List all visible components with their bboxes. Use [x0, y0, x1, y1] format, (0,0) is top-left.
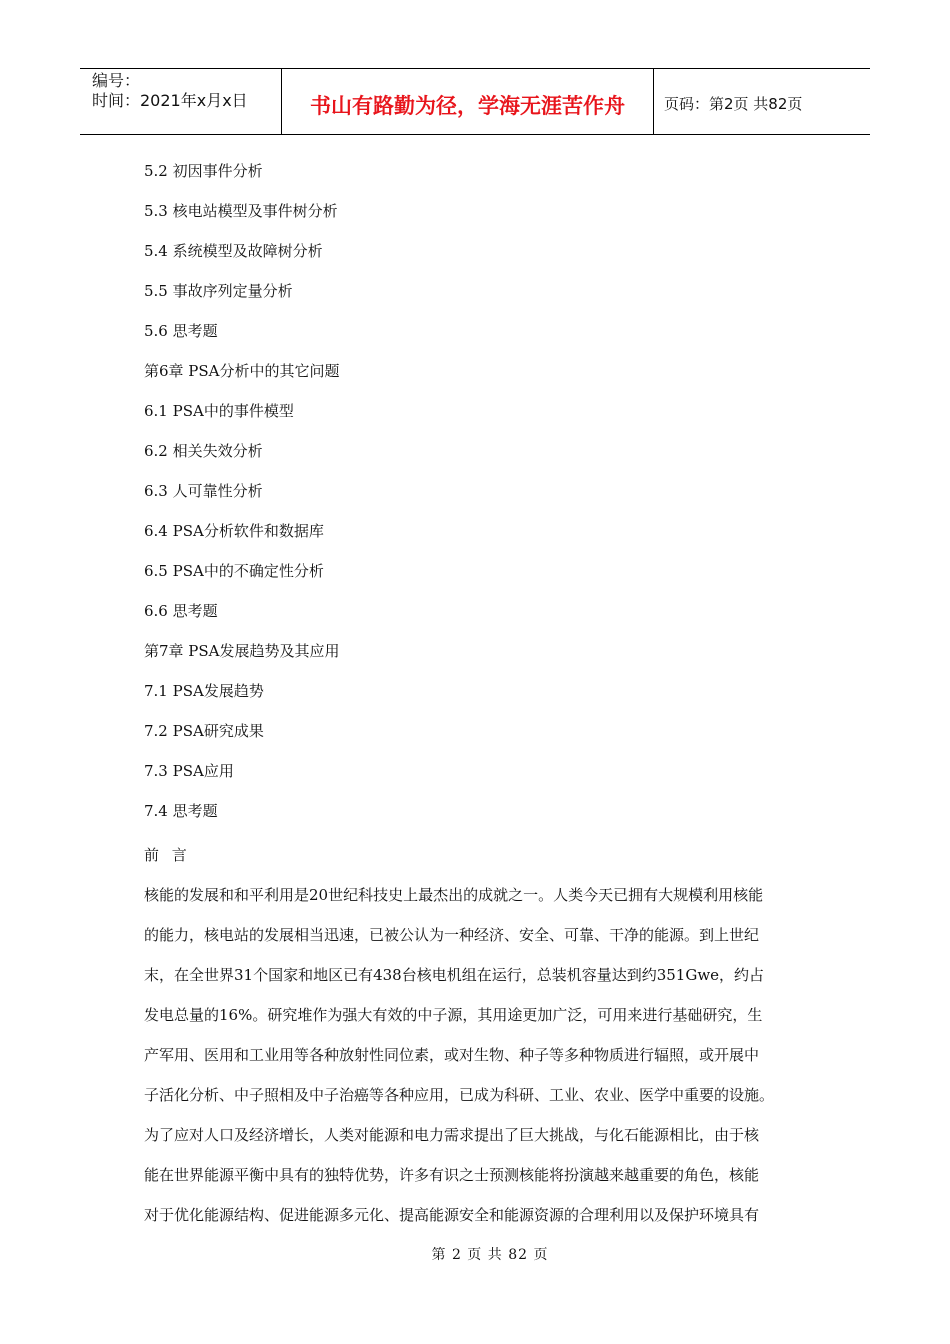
toc-item: 6.5 PSA中的不确定性分析 — [144, 562, 324, 580]
toc-item: 5.2 初因事件分析 — [144, 162, 263, 180]
toc-item: 7.4 思考题 — [144, 802, 218, 820]
paragraph-line: 的能力，核电站的发展相当迅速，已被公认为一种经济、安全、可靠、干净的能源。到上世纪 — [144, 926, 760, 944]
document-date: 时间：2021年x月x日 — [92, 91, 248, 110]
paragraph-line: 子活化分析、中子照相及中子治癌等各种应用，已成为科研、工业、农业、医学中重要的设施。 — [144, 1086, 775, 1104]
preface-paragraph — [144, 875, 814, 1235]
paragraph-line: 为了应对人口及经济增长，人类对能源和电力需求提出了巨大挑战，与化石能源相比，由于核 — [144, 1126, 760, 1144]
paragraph-line: 末，在全世界31个国家和地区已有438台核电机组在运行，总装机容量达到约351Gwe，约占 — [144, 966, 765, 984]
toc-item: 6.6 思考题 — [144, 602, 218, 620]
paragraph-line: 核能的发展和和平利用是20世纪科技史上最杰出的成就之一。人类今天已拥有大规模利用核能 — [144, 886, 764, 904]
header-meta — [80, 69, 282, 134]
toc-chapter: 第6章 PSA分析中的其它问题 — [144, 362, 340, 380]
toc-item: 7.3 PSA应用 — [144, 762, 234, 780]
toc-item: 7.1 PSA发展趋势 — [144, 682, 264, 700]
toc-item: 6.2 相关失效分析 — [144, 442, 263, 460]
paragraph-line: 能在世界能源平衡中具有的独特优势，许多有识之士预测核能将扮演越来越重要的角色，核能 — [144, 1166, 760, 1184]
toc-item: 6.3 人可靠性分析 — [144, 482, 263, 500]
toc-item: 5.3 核电站模型及事件树分析 — [144, 202, 338, 220]
table-of-contents — [144, 155, 844, 835]
paragraph-line: 发电总量的16%。研究堆作为强大有效的中子源，其用途更加广泛，可用来进行基础研究，生 — [144, 1006, 763, 1024]
header-page-info: 页码：第2页 共82页 — [664, 95, 803, 113]
toc-item: 7.2 PSA研究成果 — [144, 722, 264, 740]
toc-item: 5.6 思考题 — [144, 322, 218, 340]
toc-item: 6.1 PSA中的事件模型 — [144, 402, 294, 420]
header-motto: 书山有路勤为径，学海无涯苦作舟 — [282, 69, 654, 134]
toc-item: 5.4 系统模型及故障树分析 — [144, 242, 323, 260]
toc-chapter: 第7章 PSA发展趋势及其应用 — [144, 642, 340, 660]
paragraph-line: 产军用、医用和工业用等各种放射性同位素，或对生物、种子等多种物质进行辐照，或开展中 — [144, 1046, 760, 1064]
toc-item: 5.5 事故序列定量分析 — [144, 282, 293, 300]
document-code-label: 编号： — [92, 71, 141, 90]
toc-item: 6.4 PSA分析软件和数据库 — [144, 522, 324, 540]
page-footer: 第 2 页 共 82 页 — [431, 1247, 549, 1263]
preface-heading: 前 言 — [144, 846, 191, 864]
paragraph-line: 对于优化能源结构、促进能源多元化、提高能源安全和能源资源的合理利用以及保护环境具有 — [144, 1206, 760, 1224]
page-header — [80, 68, 870, 135]
